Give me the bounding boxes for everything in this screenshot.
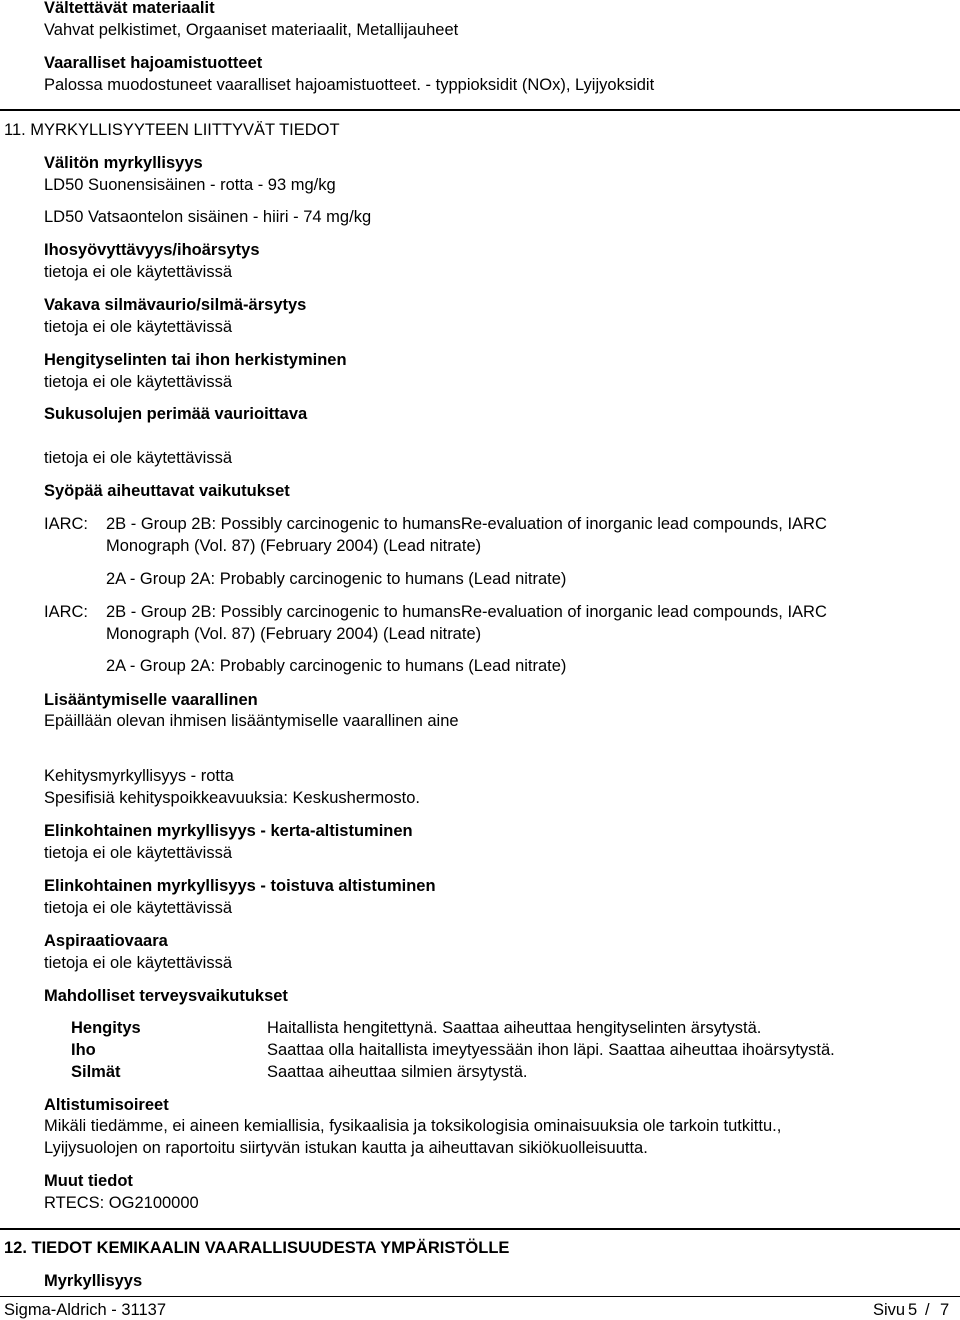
iarc-classification-line: 2A - Group 2A: Probably carcinogenic to humans (Lead nitrate) [106,657,567,675]
footer-divider [0,1296,960,1297]
stot-single-text: tietoja ei ole käytettävissä [44,844,233,862]
iarc-classification-line: 2B - Group 2B: Possibly carcinogenic to humansRe-evaluation of inorganic lead compounds, IARC [106,515,827,533]
ld50-intravenous: LD50 Suonensisäinen - rotta - 93 mg/kg [44,176,336,194]
developmental-toxicity-text: Kehitysmyrkyllisyys - rotta [44,767,234,785]
footer-page-number: 5 [908,1301,918,1319]
skin-corrosion-title: Ihosyövyttävyys/ihoärsytys [44,241,260,259]
footer-page-separator: / [925,1301,930,1319]
health-effect-eyes: Saattaa aiheuttaa silmien ärsytystä. [267,1063,528,1081]
carcinogenicity-title: Syöpää aiheuttavat vaikutukset [44,482,290,500]
exposure-symptoms-line: Lyijysuolojen on raportoitu siirtyvän istukan kautta ja aiheuttavan sikiökuolleisuutta. [44,1139,648,1157]
eye-damage-title: Vakava silmävaurio/silmä-ärsytys [44,296,307,314]
reproductive-toxicity-title: Lisääntymiselle vaarallinen [44,691,258,709]
footer-page-total: 7 [940,1301,950,1319]
toxicity-subheading: Myrkyllisyys [44,1272,143,1290]
incompatible-materials-title: Vältettävät materiaalit [44,0,215,17]
reproductive-toxicity-text: Epäillään olevan ihmisen lisääntymiselle vaarallinen aine [44,712,459,730]
footer-page-label: Sivu [873,1301,906,1319]
decomposition-products-text: Palossa muodostuneet vaaralliset hajoamistuotteet. - typpioksidit (NOx), Lyijyoksidit [44,76,655,94]
exposure-symptoms-title: Altistumisoireet [44,1096,169,1114]
sensitisation-text: tietoja ei ole käytettävissä [44,373,233,391]
iarc-classification-line: 2A - Group 2A: Probably carcinogenic to humans (Lead nitrate) [106,570,567,588]
section-divider [0,109,960,111]
footer-company-product: Sigma-Aldrich - 31137 [4,1301,167,1319]
aspiration-hazard-title: Aspiraatiovaara [44,932,168,950]
iarc-classification-line: Monograph (Vol. 87) (February 2004) (Lead nitrate) [106,537,482,555]
stot-repeated-text: tietoja ei ole käytettävissä [44,899,233,917]
rtecs-number: RTECS: OG2100000 [44,1194,199,1212]
decomposition-products-title: Vaaralliset hajoamistuotteet [44,54,263,72]
incompatible-materials-text: Vahvat pelkistimet, Orgaaniset materiaalit, Metallijauheet [44,21,459,39]
mutagenicity-text: tietoja ei ole käytettävissä [44,449,233,467]
sensitisation-title: Hengityselinten tai ihon herkistyminen [44,351,347,369]
ld50-intraperitoneal: LD50 Vatsaontelon sisäinen - hiiri - 74 mg/kg [44,208,372,226]
skin-corrosion-text: tietoja ei ole käytettävissä [44,263,233,281]
section-12-heading: 12. TIEDOT KEMIKAALIN VAARALLISUUDESTA YMPÄRISTÖLLE [4,1239,510,1257]
stot-repeated-title: Elinkohtainen myrkyllisyys - toistuva altistuminen [44,877,436,895]
health-effect-skin: Saattaa olla haitallista imeytyessään ihon läpi. Saattaa aiheuttaa ihoärsytystä. [267,1041,835,1059]
eye-damage-text: tietoja ei ole käytettävissä [44,318,233,336]
exposure-symptoms-line: Mikäli tiedämme, ei aineen kemiallisia, fysikaalisia ja toksikologisia ominaisuuksia ole tarkoin tutkittu., [44,1117,782,1135]
health-effects-title: Mahdolliset terveysvaikutukset [44,987,288,1005]
iarc-label: IARC: [44,603,89,621]
iarc-label: IARC: [44,515,89,533]
section-divider [0,1228,960,1230]
health-route-eyes: Silmät [71,1063,121,1081]
developmental-toxicity-detail: Spesifisiä kehityspoikkeavuuksia: Keskushermosto. [44,789,421,807]
health-effect-inhalation: Haitallista hengitettynä. Saattaa aiheuttaa hengityselinten ärsytystä. [267,1019,762,1037]
stot-single-title: Elinkohtainen myrkyllisyys - kerta-altistuminen [44,822,413,840]
aspiration-hazard-text: tietoja ei ole käytettävissä [44,954,233,972]
health-route-skin: Iho [71,1041,96,1059]
other-info-title: Muut tiedot [44,1172,133,1190]
section-11-heading: 11. MYRKYLLISYYTEEN LIITTYVÄT TIEDOT [4,121,340,139]
iarc-classification-line: Monograph (Vol. 87) (February 2004) (Lead nitrate) [106,625,482,643]
mutagenicity-title: Sukusolujen perimää vaurioittava [44,405,308,423]
acute-toxicity-title: Välitön myrkyllisyys [44,154,203,172]
iarc-classification-line: 2B - Group 2B: Possibly carcinogenic to humansRe-evaluation of inorganic lead compounds, IARC [106,603,827,621]
health-route-inhalation: Hengitys [71,1019,141,1037]
